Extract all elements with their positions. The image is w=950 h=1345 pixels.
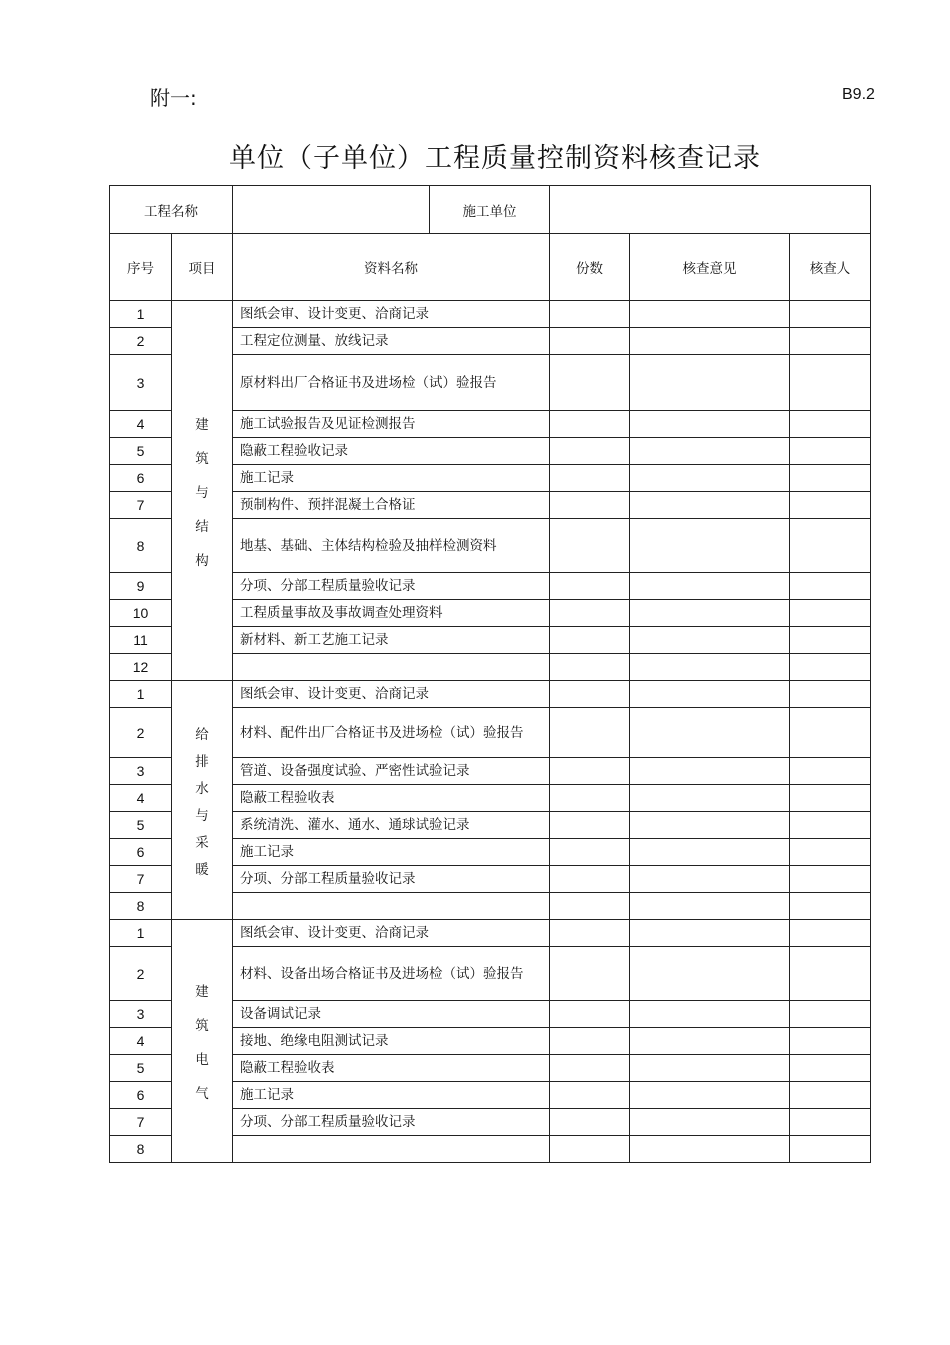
contractor-field[interactable] [550,186,871,234]
doc-name-cell: 隐蔽工程验收表 [233,785,550,812]
row-seq: 3 [110,355,172,411]
checker-cell[interactable] [790,519,871,573]
copies-cell[interactable] [550,920,630,947]
copies-cell[interactable] [550,1082,630,1109]
section-label-char: 气 [195,1086,209,1102]
row-seq: 1 [110,681,172,708]
checker-cell[interactable] [790,947,871,1001]
section-label-char: 结 [195,518,209,535]
doc-name-cell: 施工记录 [233,839,550,866]
row-seq: 6 [110,1082,172,1109]
copies-cell[interactable] [550,328,630,355]
copies-cell[interactable] [550,465,630,492]
col-header-copies: 份数 [550,234,630,301]
doc-name-cell: 系统清洗、灌水、通水、通球试验记录 [233,812,550,839]
doc-name-cell: 分项、分部工程质量验收记录 [233,1109,550,1136]
row-seq: 7 [110,866,172,893]
row-seq: 4 [110,1028,172,1055]
copies-cell[interactable] [550,654,630,681]
checker-cell[interactable] [790,920,871,947]
section-label [172,301,233,681]
checker-cell[interactable] [790,438,871,465]
checker-cell[interactable] [790,411,871,438]
doc-name-cell: 分项、分部工程质量验收记录 [233,866,550,893]
row-seq: 9 [110,573,172,600]
checker-cell[interactable] [790,1055,871,1082]
checker-cell[interactable] [790,492,871,519]
copies-cell[interactable] [550,573,630,600]
row-seq: 8 [110,893,172,920]
doc-name-cell [233,893,550,920]
opinion-cell[interactable] [630,681,790,708]
col-header-item: 项目 [172,234,233,301]
checker-cell[interactable] [790,866,871,893]
doc-name-cell: 设备调试记录 [233,1001,550,1028]
section-label-char: 采 [195,834,209,851]
doc-name-cell: 预制构件、预拌混凝土合格证 [233,492,550,519]
copies-cell[interactable] [550,1028,630,1055]
doc-name-cell: 图纸会审、设计变更、洽商记录 [233,681,550,708]
copies-cell[interactable] [550,355,630,411]
copies-cell[interactable] [550,600,630,627]
col-header-checker: 核查人 [790,234,871,301]
checker-cell[interactable] [790,627,871,654]
opinion-cell[interactable] [630,301,790,328]
row-seq: 7 [110,1109,172,1136]
opinion-cell[interactable] [630,1136,790,1163]
opinion-cell[interactable] [630,758,790,785]
doc-name-cell: 工程质量事故及事故调查处理资料 [233,600,550,627]
copies-cell[interactable] [550,1001,630,1028]
opinion-cell[interactable] [630,465,790,492]
copies-cell[interactable] [550,627,630,654]
section-label [172,681,233,920]
row-seq: 6 [110,465,172,492]
opinion-cell[interactable] [630,947,790,1001]
row-seq: 1 [110,920,172,947]
opinion-cell[interactable] [630,839,790,866]
row-seq: 2 [110,328,172,355]
info-row [110,186,871,234]
doc-name-cell: 管道、设备强度试验、严密性试验记录 [233,758,550,785]
section-label-char: 与 [195,484,209,501]
section-label-char: 建 [195,984,209,1000]
doc-name-cell: 施工记录 [233,1082,550,1109]
section-label-char: 排 [195,753,209,770]
copies-cell[interactable] [550,301,630,328]
checker-cell[interactable] [790,654,871,681]
checker-cell[interactable] [790,1001,871,1028]
col-header-doc-name: 资料名称 [233,234,550,301]
row-seq: 3 [110,1001,172,1028]
doc-name-cell [233,654,550,681]
doc-name-cell [233,1136,550,1163]
section-label-char: 暖 [195,861,209,878]
doc-name-cell: 施工记录 [233,465,550,492]
copies-cell[interactable] [550,866,630,893]
checker-cell[interactable] [790,681,871,708]
header-row [110,234,871,301]
section-label-char: 给 [195,726,209,743]
doc-name-cell: 材料、设备出场合格证书及进场检（试）验报告 [233,947,550,1001]
row-seq: 12 [110,654,172,681]
col-header-seq: 序号 [110,234,172,301]
project-name-label: 工程名称 [110,186,233,234]
row-seq: 5 [110,1055,172,1082]
opinion-cell[interactable] [630,893,790,920]
doc-name-cell: 地基、基础、主体结构检验及抽样检测资料 [233,519,550,573]
section-label-char: 筑 [195,450,209,467]
opinion-cell[interactable] [630,600,790,627]
page-title: 单位（子单位）工程质量控制资料核查记录 [229,143,761,174]
opinion-cell[interactable] [630,573,790,600]
checker-cell[interactable] [790,573,871,600]
doc-name-cell: 新材料、新工艺施工记录 [233,627,550,654]
section-label-char: 构 [195,552,209,569]
copies-cell[interactable] [550,947,630,1001]
doc-name-cell: 材料、配件出厂合格证书及进场检（试）验报告 [233,708,550,758]
doc-name-cell: 施工试验报告及见证检测报告 [233,411,550,438]
opinion-cell[interactable] [630,355,790,411]
row-seq: 3 [110,758,172,785]
col-header-opinion: 核查意见 [630,234,790,301]
section-label [172,920,233,1163]
row-seq: 5 [110,812,172,839]
doc-name-cell: 图纸会审、设计变更、洽商记录 [233,301,550,328]
copies-cell[interactable] [550,812,630,839]
checker-cell[interactable] [790,301,871,328]
row-seq: 10 [110,600,172,627]
opinion-cell[interactable] [630,1109,790,1136]
row-seq: 8 [110,519,172,573]
opinion-cell[interactable] [630,438,790,465]
quality-check-table [109,185,871,1163]
contractor-label: 施工单位 [430,186,550,234]
attachment-label: 附一: [150,86,197,110]
copies-cell[interactable] [550,708,630,758]
opinion-cell[interactable] [630,519,790,573]
row-seq: 4 [110,785,172,812]
checker-cell[interactable] [790,812,871,839]
table-row [110,681,871,708]
doc-name-cell: 分项、分部工程质量验收记录 [233,573,550,600]
copies-cell[interactable] [550,758,630,785]
doc-name-cell: 工程定位测量、放线记录 [233,328,550,355]
opinion-cell[interactable] [630,654,790,681]
copies-cell[interactable] [550,1136,630,1163]
opinion-cell[interactable] [630,812,790,839]
row-seq: 2 [110,708,172,758]
opinion-cell[interactable] [630,627,790,654]
copies-cell[interactable] [550,492,630,519]
row-seq: 8 [110,1136,172,1163]
opinion-cell[interactable] [630,492,790,519]
checker-cell[interactable] [790,785,871,812]
row-seq: 1 [110,301,172,328]
copies-cell[interactable] [550,681,630,708]
checker-cell[interactable] [790,1109,871,1136]
opinion-cell[interactable] [630,1001,790,1028]
section-label-char: 筑 [195,1018,209,1034]
row-seq: 7 [110,492,172,519]
checker-cell[interactable] [790,758,871,785]
opinion-cell[interactable] [630,1055,790,1082]
table-row [110,301,871,328]
row-seq: 4 [110,411,172,438]
copies-cell[interactable] [550,411,630,438]
opinion-cell[interactable] [630,708,790,758]
row-seq: 5 [110,438,172,465]
doc-name-cell: 接地、绝缘电阻测试记录 [233,1028,550,1055]
copies-cell[interactable] [550,519,630,573]
opinion-cell[interactable] [630,785,790,812]
project-name-field[interactable] [233,186,430,234]
checker-cell[interactable] [790,708,871,758]
opinion-cell[interactable] [630,920,790,947]
checker-cell[interactable] [790,465,871,492]
checker-cell[interactable] [790,839,871,866]
doc-name-cell: 隐蔽工程验收表 [233,1055,550,1082]
opinion-cell[interactable] [630,1028,790,1055]
table-row [110,920,871,947]
copies-cell[interactable] [550,785,630,812]
row-seq: 11 [110,627,172,654]
row-seq: 2 [110,947,172,1001]
checker-cell[interactable] [790,355,871,411]
section-label-char: 水 [195,780,209,797]
form-code: B9.2 [842,86,875,103]
copies-cell[interactable] [550,893,630,920]
checker-cell[interactable] [790,1028,871,1055]
section-label-char: 电 [195,1052,209,1068]
copies-cell[interactable] [550,438,630,465]
section-label-char: 建 [195,416,209,433]
checker-cell[interactable] [790,1082,871,1109]
doc-name-cell: 原材料出厂合格证书及进场检（试）验报告 [233,355,550,411]
checker-cell[interactable] [790,328,871,355]
doc-name-cell: 图纸会审、设计变更、洽商记录 [233,920,550,947]
opinion-cell[interactable] [630,411,790,438]
opinion-cell[interactable] [630,866,790,893]
doc-name-cell: 隐蔽工程验收记录 [233,438,550,465]
opinion-cell[interactable] [630,1082,790,1109]
opinion-cell[interactable] [630,328,790,355]
checker-cell[interactable] [790,893,871,920]
checker-cell[interactable] [790,1136,871,1163]
copies-cell[interactable] [550,839,630,866]
checker-cell[interactable] [790,600,871,627]
copies-cell[interactable] [550,1109,630,1136]
section-label-char: 与 [195,807,209,824]
row-seq: 6 [110,839,172,866]
copies-cell[interactable] [550,1055,630,1082]
